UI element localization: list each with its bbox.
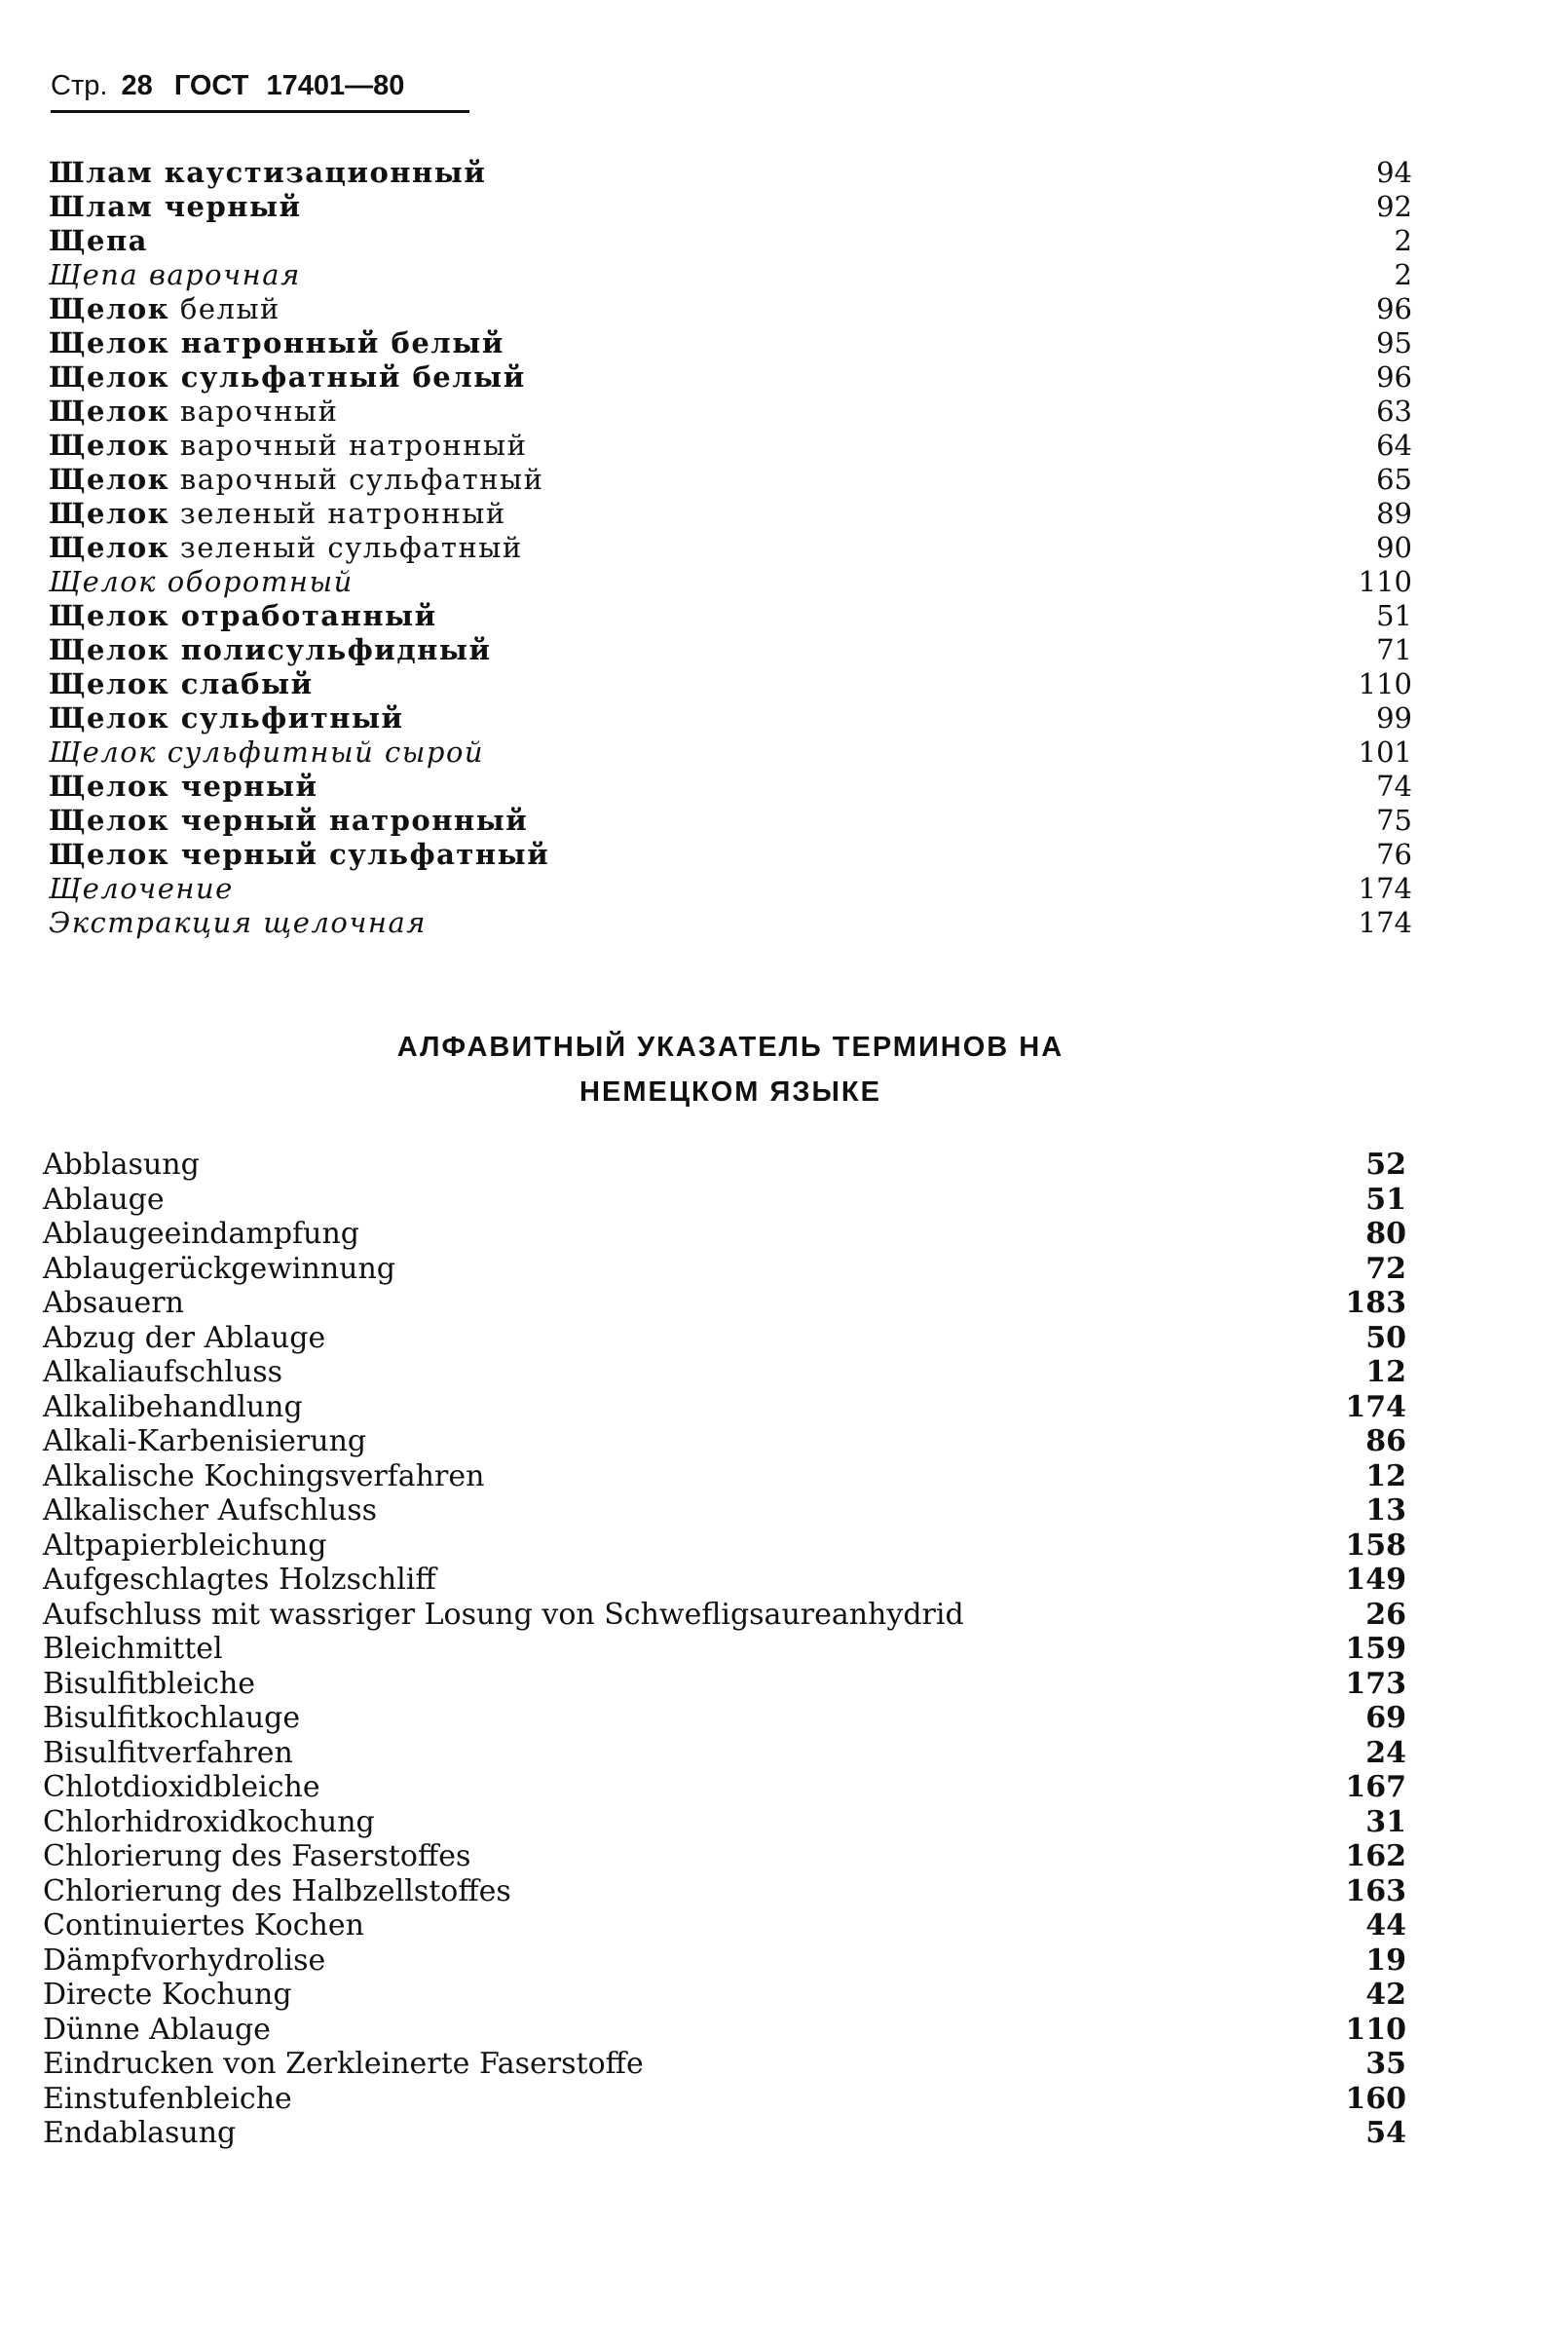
index-term: Щелок натронный белый [49,326,504,359]
index-entry [49,531,1412,565]
index-page-number: 74 [1376,770,1412,803]
index-page-number: 174 [1345,1389,1406,1424]
index-term: Chlorhidroxidkochung [43,1804,375,1839]
index-page-number: 183 [1345,1286,1406,1320]
index-entry [49,872,1412,906]
index-page-number: 95 [1376,326,1412,359]
index-entry [49,156,1412,190]
index-page-number: 19 [1365,1943,1406,1978]
index-page-number: 2 [1394,258,1412,291]
index-term: Continuiertes Kochen [43,1908,364,1943]
index-entry [49,190,1412,224]
index-page-number: 92 [1376,190,1412,223]
index-entry [49,224,1412,258]
german-index-heading-line1: АЛФАВИТНЫЙ УКАЗАТЕЛЬ ТЕРМИНОВ НА [396,1032,1064,1063]
index-entry [43,1321,1406,1356]
index-page-number: 26 [1365,1597,1406,1632]
index-entry [49,258,1412,292]
index-term: Abzug der Ablauge [43,1320,326,1355]
index-page-number: 163 [1345,1873,1406,1908]
index-term: Щелок сульфитный [49,701,404,735]
index-entry [43,1770,1406,1805]
index-term: Altpapierbleichung [43,1528,327,1563]
index-entry [43,1148,1406,1183]
index-entry [43,2116,1406,2151]
page-label: Стр. [51,70,108,101]
index-entry [43,1286,1406,1321]
index-entry [43,1874,1406,1909]
index-term: Dünne Ablauge [43,2012,271,2047]
index-page-number: 96 [1376,360,1412,394]
index-page-number: 110 [1358,565,1412,598]
index-entry [49,736,1412,770]
index-entry [43,1805,1406,1840]
index-entry [43,1943,1406,1979]
index-term: Alkalische Kochingsverfahren [43,1458,485,1493]
index-entry [49,667,1412,701]
index-term: Chlorierung des Halbzellstoffes [43,1873,511,1908]
index-page-number: 72 [1365,1251,1406,1286]
index-page-number: 52 [1365,1148,1406,1182]
index-term: Щелочение [49,872,234,905]
index-term: Bisulfitkochlauge [43,1701,301,1735]
index-entry [43,1667,1406,1702]
index-entry [43,1459,1406,1494]
index-page-number: 110 [1345,2012,1406,2047]
index-term: Щепа варочная [49,258,301,291]
index-entry [43,1528,1406,1564]
index-term: Шлам каустизационный [49,156,487,189]
index-term: Щепа [49,224,148,257]
index-term: Directe Kochung [43,1978,292,2012]
index-page-number: 54 [1365,2116,1406,2150]
index-page-number: 50 [1365,1320,1406,1355]
index-term: Chlorierung des Faserstoffes [43,1839,471,1873]
index-entry [43,2047,1406,2082]
index-entry [49,463,1412,497]
index-term: Щелок слабый [49,667,314,700]
index-entry [43,1355,1406,1390]
index-entry [43,1839,1406,1874]
index-page-number: 162 [1345,1839,1406,1873]
index-term: Щелок сульфитный сырой [49,736,485,769]
index-page-number: 89 [1376,497,1412,530]
index-term: Ablauge [43,1182,165,1217]
standard-name: ГОСТ [173,70,249,101]
index-page-number: 99 [1376,701,1412,735]
index-entry [49,838,1412,872]
index-page-number: 12 [1365,1355,1406,1389]
index-entry [49,804,1412,838]
index-page-number: 174 [1358,872,1412,905]
index-term: Dämpfvorhydrolise [43,1943,326,1978]
index-entry [49,770,1412,804]
index-page-number: 110 [1358,667,1412,700]
index-page-number: 75 [1376,804,1412,837]
index-entry [49,701,1412,736]
index-term: Eindrucken von Zerkleinerte Faserstoffe [43,2047,644,2081]
index-term: Экстракция щелочная [49,906,427,939]
index-page-number: 90 [1376,531,1412,564]
index-entry [49,395,1412,429]
index-term: Absauern [43,1286,184,1320]
index-entry [49,360,1412,395]
index-term: Alkaliaufschluss [43,1355,283,1389]
index-page-number: 51 [1376,599,1412,632]
index-entry [49,633,1412,667]
index-term: Щелок черный сульфатный [49,838,550,871]
index-entry [43,1217,1406,1252]
index-entry [49,326,1412,360]
index-entry [43,1183,1406,1218]
index-entry [43,1701,1406,1736]
index-term: Щелок варочный [49,395,339,428]
german-term-index [43,1148,1406,2151]
index-term: Alkalischer Aufschluss [43,1493,377,1528]
index-term: Abblasung [43,1148,200,1182]
index-term: Щелок зеленый сульфатный [49,531,523,564]
index-page-number: 24 [1365,1735,1406,1770]
index-page-number: 159 [1345,1632,1406,1666]
index-entry [43,1252,1406,1287]
index-page-number: 86 [1365,1424,1406,1458]
index-term: Aufgeschlagtes Holzschliff [43,1563,436,1597]
index-entry [43,2082,1406,2117]
index-term: Aufschluss mit wassriger Losung von Schwefligsaureanhydrid [43,1597,964,1632]
standard-number: 17401—80 [266,70,405,101]
index-page-number: 65 [1376,463,1412,496]
russian-term-index [49,156,1412,940]
index-term: Alkalibehandlung [43,1389,303,1424]
index-term: Щелок оборотный [49,565,354,598]
index-term: Щелок отработанный [49,599,437,632]
index-entry [43,1632,1406,1667]
index-page-number: 13 [1365,1493,1406,1528]
index-term: Ablaugeeindampfung [43,1217,359,1251]
index-entry [49,565,1412,599]
index-term: Alkali-Karbenisierung [43,1424,367,1458]
index-term: Ablaugerückgewinnung [43,1251,395,1286]
index-entry [49,292,1412,326]
index-entry [49,497,1412,531]
index-page-number: 71 [1376,633,1412,666]
german-index-heading-line2: НЕМЕЦКОМ ЯЗЫКЕ [579,1076,881,1108]
index-page-number: 12 [1365,1458,1406,1493]
index-entry [49,906,1412,940]
index-entry [43,1424,1406,1459]
index-entry [43,1563,1406,1598]
index-page-number: 80 [1365,1217,1406,1251]
index-page-number: 173 [1345,1666,1406,1701]
index-term: Chlotdioxidbleiche [43,1770,320,1804]
index-term: Шлам черный [49,190,302,223]
index-entry [43,1390,1406,1425]
index-term: Einstufenbleiche [43,2081,292,2116]
index-entry [43,1908,1406,1943]
index-page-number: 64 [1376,429,1412,462]
index-page-number: 31 [1365,1804,1406,1839]
index-term: Щелок черный [49,770,318,803]
index-page-number: 167 [1345,1770,1406,1804]
index-entry [43,1493,1406,1528]
index-term: Щелок зеленый натронный [49,497,506,530]
index-page-number: 69 [1365,1701,1406,1735]
index-term: Щелок варочный сульфатный [49,463,544,496]
index-term: Щелок полисульфидный [49,633,492,666]
index-page-number: 149 [1345,1563,1406,1597]
index-entry [43,1598,1406,1633]
index-page-number: 160 [1345,2081,1406,2116]
index-entry [49,429,1412,463]
index-term: Щелок белый [49,292,280,325]
page-header [51,70,469,113]
index-page-number: 51 [1365,1182,1406,1217]
index-term: Endablasung [43,2116,237,2150]
index-term: Bleichmittel [43,1632,223,1666]
index-entry [49,599,1412,633]
index-term: Щелок варочный натронный [49,429,528,462]
index-term: Щелок черный натронный [49,804,529,837]
index-entry [43,2013,1406,2048]
index-term: Bisulfitverfahren [43,1735,293,1770]
index-page-number: 94 [1376,156,1412,189]
index-term: Bisulfitbleiche [43,1666,256,1701]
index-page-number: 174 [1358,906,1412,939]
index-term: Щелок сульфатный белый [49,360,526,394]
index-page-number: 44 [1365,1908,1406,1943]
index-entry [43,1978,1406,2013]
index-page-number: 63 [1376,395,1412,428]
index-entry [43,1736,1406,1771]
german-index-heading [0,1025,1568,1114]
page-number: 28 [121,70,153,101]
index-page-number: 158 [1345,1528,1406,1563]
index-page-number: 76 [1376,838,1412,871]
index-page-number: 101 [1358,736,1412,769]
index-page-number: 96 [1376,292,1412,325]
index-page-number: 42 [1365,1978,1406,2012]
index-page-number: 2 [1394,224,1412,257]
index-page-number: 35 [1365,2047,1406,2081]
